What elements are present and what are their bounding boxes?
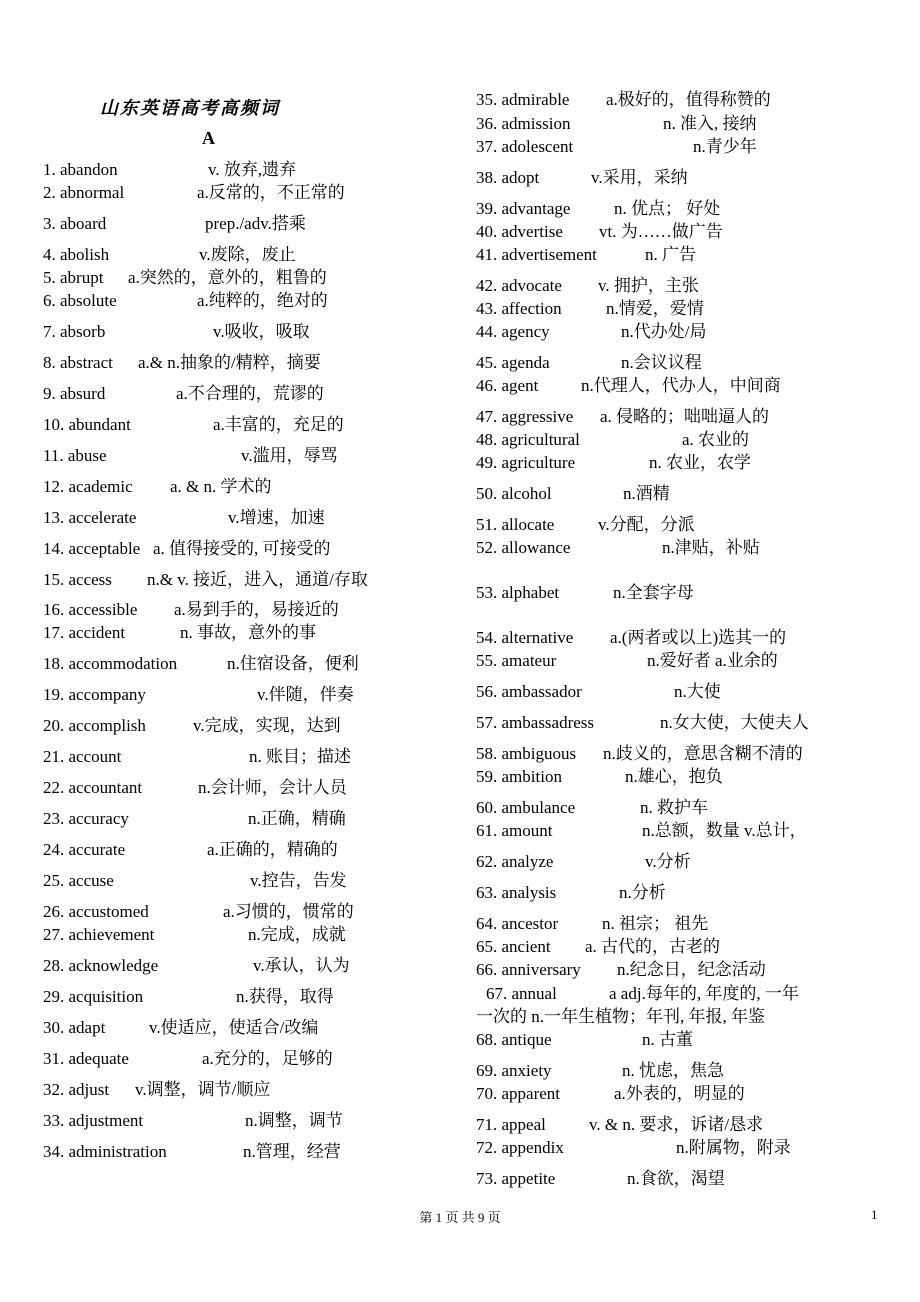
vocab-entry bbox=[43, 925, 346, 945]
vocab-meaning: n.大使 bbox=[674, 682, 721, 701]
vocab-entry bbox=[476, 914, 709, 934]
vocab-meaning: v.使适应，使适合/改编 bbox=[149, 1018, 319, 1037]
vocab-entry bbox=[43, 353, 321, 373]
vocab-meaning: v. 拥护，主张 bbox=[598, 276, 699, 295]
vocab-entry bbox=[43, 539, 331, 559]
vocab-entry bbox=[43, 716, 341, 736]
vocab-entry bbox=[43, 477, 272, 497]
vocab-meaning: v.吸收，吸取 bbox=[213, 322, 310, 341]
vocab-entry bbox=[476, 430, 750, 450]
vocab-entry bbox=[476, 199, 721, 219]
vocab-meaning: a.充分的，足够的 bbox=[202, 1049, 333, 1068]
vocab-entry bbox=[43, 508, 325, 528]
vocab-word: 18. accommodation bbox=[43, 654, 178, 673]
vocab-entry bbox=[476, 1084, 745, 1104]
vocab-meaning: a.(两者或以上)选其一的 bbox=[610, 628, 787, 647]
vocab-meaning: v.废除，废止 bbox=[199, 245, 296, 264]
vocab-entry bbox=[476, 1115, 764, 1135]
vocab-word: 60. ambulance bbox=[476, 798, 576, 817]
vocab-word: 9. absurd bbox=[43, 384, 106, 403]
vocab-entry bbox=[476, 515, 695, 535]
vocab-entry bbox=[43, 291, 328, 311]
vocab-word: 70. apparent bbox=[476, 1084, 561, 1103]
vocab-word: 20. accomplish bbox=[43, 716, 146, 735]
vocab-entry bbox=[43, 322, 310, 342]
vocab-word: 15. access bbox=[43, 570, 112, 589]
vocab-entry bbox=[43, 1018, 319, 1038]
vocab-entry bbox=[476, 245, 696, 265]
vocab-meaning: n. 忧虑，焦急 bbox=[622, 1061, 724, 1080]
vocab-word: 24. accurate bbox=[43, 840, 126, 859]
vocab-meaning: v.分配，分派 bbox=[598, 515, 695, 534]
vocab-word: 62. analyze bbox=[476, 852, 554, 871]
vocab-word: 7. absorb bbox=[43, 322, 106, 341]
vocab-word: 19. accompany bbox=[43, 685, 146, 704]
vocab-entry bbox=[43, 778, 347, 798]
vocab-entry bbox=[476, 628, 787, 648]
vocab-meaning: a.外表的，明显的 bbox=[614, 1084, 745, 1103]
vocab-meaning: n. 优点； 好处 bbox=[614, 199, 721, 218]
vocab-meaning: n. 账目；描述 bbox=[249, 747, 351, 766]
vocab-entry bbox=[43, 570, 368, 590]
vocab-meaning: n.分析 bbox=[619, 883, 666, 902]
vocab-word: 17. accident bbox=[43, 623, 126, 642]
document-title: 山东英语高考高频词 bbox=[100, 98, 280, 119]
vocab-meaning: v.滥用，辱骂 bbox=[241, 446, 338, 465]
vocab-meaning: n.爱好者 a.业余的 bbox=[647, 651, 778, 670]
vocab-word: 57. ambassadress bbox=[476, 713, 595, 732]
vocab-word: 64. ancestor bbox=[476, 914, 559, 933]
vocab-meaning: n.& v. 接近，进入，通道/存取 bbox=[147, 570, 368, 589]
vocab-meaning: n. 事故，意外的事 bbox=[180, 623, 316, 642]
vocab-word: 44. agency bbox=[476, 322, 550, 341]
vocab-word: 67. annual bbox=[486, 984, 557, 1003]
vocab-word: 48. agricultural bbox=[476, 430, 580, 449]
vocab-entry bbox=[476, 168, 688, 188]
vocab-meaning: n.青少年 bbox=[693, 137, 757, 156]
vocab-entry bbox=[43, 1049, 333, 1069]
vocab-entry bbox=[43, 446, 338, 466]
vocab-meaning: n.附属物，附录 bbox=[676, 1138, 791, 1157]
vocab-word: 71. appeal bbox=[476, 1115, 546, 1134]
vocab-word: 30. adapt bbox=[43, 1018, 106, 1037]
vocab-meaning: a.突然的，意外的，粗鲁的 bbox=[128, 268, 327, 287]
vocab-entry bbox=[476, 682, 721, 702]
vocab-word: 45. agenda bbox=[476, 353, 550, 372]
vocab-entry bbox=[43, 1142, 341, 1162]
vocab-entry bbox=[43, 183, 345, 203]
vocab-entry bbox=[43, 987, 334, 1007]
vocab-word: 14. acceptable bbox=[43, 539, 141, 558]
vocab-meaning: a.易到手的，易接近的 bbox=[174, 600, 339, 619]
vocab-meaning: a.不合理的，荒谬的 bbox=[176, 384, 324, 403]
vocab-entry bbox=[43, 809, 346, 829]
vocab-word: 11. abuse bbox=[43, 446, 107, 465]
vocab-word: 8. abstract bbox=[43, 353, 113, 372]
vocab-word: 34. administration bbox=[43, 1142, 167, 1161]
vocab-meaning: n.歧义的，意思含糊不清的 bbox=[603, 744, 803, 763]
vocab-word: 5. abrupt bbox=[43, 268, 104, 287]
vocab-meaning: v.分析 bbox=[645, 852, 691, 871]
vocab-word: 33. adjustment bbox=[43, 1111, 144, 1130]
vocab-entry bbox=[43, 245, 296, 265]
vocab-meaning: a. 值得接受的, 可接受的 bbox=[153, 539, 331, 558]
vocab-meaning: n.正确，精确 bbox=[248, 809, 346, 828]
vocab-entry bbox=[43, 1111, 343, 1131]
vocab-meaning: a.& n.抽象的/精粹，摘要 bbox=[138, 353, 321, 372]
vocab-meaning: n.代理人，代办人，中间商 bbox=[581, 376, 781, 395]
vocab-word: 32. adjust bbox=[43, 1080, 110, 1099]
vocab-entry bbox=[476, 744, 803, 764]
vocab-word: 54. alternative bbox=[476, 628, 574, 647]
vocab-word: 47. aggressive bbox=[476, 407, 574, 426]
vocab-entry bbox=[43, 871, 347, 891]
vocab-word: 28. acknowledge bbox=[43, 956, 159, 975]
vocab-meaning: v.承认，认为 bbox=[253, 956, 350, 975]
vocab-word: 68. antique bbox=[476, 1030, 552, 1049]
vocab-meaning: a.反常的，不正常的 bbox=[197, 183, 345, 202]
section-letter: A bbox=[202, 128, 215, 148]
vocab-entry bbox=[476, 538, 760, 558]
vocab-meaning: n.会计师，会计人员 bbox=[198, 778, 347, 797]
vocab-entry bbox=[43, 415, 344, 435]
vocab-entry bbox=[476, 583, 694, 603]
vocab-entry bbox=[43, 384, 324, 404]
vocab-entry bbox=[476, 960, 766, 980]
vocab-word: 10. abundant bbox=[43, 415, 131, 434]
vocab-entry bbox=[43, 268, 327, 288]
vocab-meaning: n.酒精 bbox=[623, 484, 670, 503]
vocab-entry bbox=[476, 1169, 725, 1189]
vocab-word: 12. academic bbox=[43, 477, 133, 496]
vocab-meaning: n. 古董 bbox=[642, 1030, 693, 1049]
vocab-meaning: a.极好的，值得称赞的 bbox=[606, 90, 771, 109]
vocab-word: 40. advertise bbox=[476, 222, 563, 241]
vocab-meaning: v.调整，调节/顺应 bbox=[135, 1080, 271, 1099]
vocab-word: 61. amount bbox=[476, 821, 553, 840]
vocab-word: 38. adopt bbox=[476, 168, 540, 187]
vocab-meaning: n.雄心，抱负 bbox=[625, 767, 723, 786]
vocab-entry bbox=[476, 852, 691, 872]
vocab-entry bbox=[476, 1030, 693, 1050]
vocab-word: 63. analysis bbox=[476, 883, 557, 902]
vocab-meaning: n.津贴，补贴 bbox=[662, 538, 760, 557]
vocab-word: 13. accelerate bbox=[43, 508, 137, 527]
vocab-entry bbox=[486, 984, 799, 1004]
vocab-word: 23. accuracy bbox=[43, 809, 129, 828]
vocab-entry bbox=[43, 747, 351, 767]
vocab-meaning: n. 祖宗； 祖先 bbox=[602, 914, 709, 933]
vocab-meaning: n.代办处/局 bbox=[621, 322, 707, 341]
page-number: 1 bbox=[871, 1207, 878, 1222]
vocab-entry bbox=[476, 114, 757, 134]
vocab-entry bbox=[476, 1061, 724, 1081]
vocab-meaning: n. 农业，农学 bbox=[649, 453, 751, 472]
vocab-meaning: a. 侵略的；咄咄逼人的 bbox=[600, 407, 770, 426]
vocab-word: 2. abnormal bbox=[43, 183, 125, 202]
vocab-entry bbox=[476, 407, 770, 427]
vocab-entry bbox=[476, 1138, 791, 1158]
vocab-entry bbox=[43, 1080, 271, 1100]
vocab-meaning: v.控告，告发 bbox=[250, 871, 347, 890]
vocab-meaning: v. 放弃,遗弃 bbox=[208, 160, 297, 179]
vocab-meaning: n.纪念日，纪念活动 bbox=[617, 960, 766, 979]
vocab-meaning: n.完成，成就 bbox=[248, 925, 346, 944]
vocab-entry bbox=[476, 651, 778, 671]
vocab-entry bbox=[476, 276, 699, 296]
vocab-meaning: a. & n. 学术的 bbox=[170, 477, 272, 496]
vocab-meaning: prep./adv.搭乘 bbox=[205, 214, 306, 233]
vocab-entry bbox=[476, 137, 757, 157]
vocab-meaning: n.获得，取得 bbox=[236, 987, 334, 1006]
vocab-entry bbox=[476, 353, 702, 373]
vocab-entry bbox=[476, 798, 708, 818]
vocab-word: 65. ancient bbox=[476, 937, 551, 956]
vocab-meaning: vt. 为……做广告 bbox=[599, 222, 723, 241]
vocab-entry bbox=[43, 902, 354, 922]
vocab-meaning: n.女大使，大使夫人 bbox=[660, 713, 809, 732]
vocab-meaning: n. 广告 bbox=[645, 245, 696, 264]
vocab-word: 46. agent bbox=[476, 376, 539, 395]
vocab-meaning: a.纯粹的，绝对的 bbox=[197, 291, 328, 310]
vocab-word: 35. admirable bbox=[476, 90, 570, 109]
vocab-entry bbox=[43, 623, 316, 643]
vocab-entry bbox=[43, 654, 359, 674]
vocab-meaning: 一次的 n.一年生植物；年刊, 年报, 年鉴 bbox=[476, 1007, 765, 1026]
vocab-entry bbox=[476, 821, 807, 841]
vocab-meaning: n.会议议程 bbox=[621, 353, 702, 372]
vocab-word: 43. affection bbox=[476, 299, 562, 318]
vocab-word: 66. anniversary bbox=[476, 960, 581, 979]
vocab-entry bbox=[476, 883, 666, 903]
vocab-entry bbox=[476, 90, 771, 110]
vocab-word: 58. ambiguous bbox=[476, 744, 577, 763]
vocab-word: 73. appetite bbox=[476, 1169, 556, 1188]
vocab-entry bbox=[476, 322, 707, 342]
vocab-entry bbox=[43, 160, 297, 180]
vocab-meaning: n.总额，数量 v.总计， bbox=[642, 821, 807, 840]
vocab-word: 37. adolescent bbox=[476, 137, 574, 156]
vocab-entry bbox=[476, 222, 723, 242]
vocab-entry bbox=[43, 600, 339, 620]
vocab-meaning: a.习惯的，惯常的 bbox=[223, 902, 354, 921]
vocab-word: 53. alphabet bbox=[476, 583, 560, 602]
vocab-entry bbox=[476, 299, 704, 319]
vocab-entry bbox=[476, 713, 809, 733]
vocab-word: 16. accessible bbox=[43, 600, 138, 619]
vocab-meaning: n.全套字母 bbox=[613, 583, 694, 602]
vocab-word: 36. admission bbox=[476, 114, 571, 133]
vocab-entry bbox=[476, 767, 723, 787]
vocab-word: 27. achievement bbox=[43, 925, 155, 944]
vocab-entry bbox=[43, 956, 350, 976]
vocab-word: 72. appendix bbox=[476, 1138, 564, 1157]
page-footer: 第 1 页 共 9 页 bbox=[419, 1210, 501, 1225]
vocab-meaning: n. 救护车 bbox=[640, 798, 708, 817]
vocab-word: 1. abandon bbox=[43, 160, 118, 179]
vocab-entry bbox=[43, 840, 338, 860]
vocab-word: 69. anxiety bbox=[476, 1061, 552, 1080]
vocab-word: 21. account bbox=[43, 747, 122, 766]
vocab-word: 49. agriculture bbox=[476, 453, 576, 472]
vocab-word: 42. advocate bbox=[476, 276, 562, 295]
vocab-entry bbox=[476, 484, 670, 504]
vocab-meaning: a. 农业的 bbox=[682, 430, 750, 449]
vocab-word: 25. accuse bbox=[43, 871, 114, 890]
vocab-word: 26. accustomed bbox=[43, 902, 149, 921]
vocab-word: 50. alcohol bbox=[476, 484, 552, 503]
vocab-meaning: a adj.每年的, 年度的, 一年 bbox=[609, 984, 799, 1003]
vocab-meaning: n.食欲，渴望 bbox=[627, 1169, 725, 1188]
vocab-meaning: n.住宿设备，便利 bbox=[227, 654, 359, 673]
vocab-meaning: n.调整，调节 bbox=[245, 1111, 343, 1130]
vocab-entry bbox=[476, 453, 751, 473]
vocab-word: 59. ambition bbox=[476, 767, 562, 786]
vocab-meaning: a. 古代的，古老的 bbox=[585, 937, 721, 956]
vocab-meaning: n. 准入, 接纳 bbox=[663, 114, 757, 133]
vocab-meaning: v.伴随，伴奏 bbox=[257, 685, 354, 704]
vocab-word: 29. acquisition bbox=[43, 987, 144, 1006]
vocab-word: 31. adequate bbox=[43, 1049, 129, 1068]
vocab-word: 4. abolish bbox=[43, 245, 110, 264]
vocab-word: 56. ambassador bbox=[476, 682, 582, 701]
vocab-meaning: v.完成，实现，达到 bbox=[193, 716, 341, 735]
vocab-meaning: v. & n. 要求，诉诸/恳求 bbox=[589, 1115, 764, 1134]
vocab-meaning: a.正确的，精确的 bbox=[207, 840, 338, 859]
vocab-entry bbox=[43, 685, 354, 705]
vocab-word: 3. aboard bbox=[43, 214, 107, 233]
vocab-entry bbox=[476, 937, 721, 957]
vocab-word: 22. accountant bbox=[43, 778, 143, 797]
vocab-meaning: a.丰富的，充足的 bbox=[213, 415, 344, 434]
vocab-meaning: n.管理，经营 bbox=[243, 1142, 341, 1161]
vocab-word: 41. advertisement bbox=[476, 245, 597, 264]
vocab-word: 55. amateur bbox=[476, 651, 557, 670]
vocab-entry bbox=[476, 376, 781, 396]
vocab-word: 51. allocate bbox=[476, 515, 555, 534]
vocab-word: 39. advantage bbox=[476, 199, 571, 218]
vocab-entry bbox=[43, 214, 306, 234]
vocab-word: 6. absolute bbox=[43, 291, 117, 310]
vocab-meaning: v.增速，加速 bbox=[228, 508, 325, 527]
vocab-word: 52. allowance bbox=[476, 538, 571, 557]
vocab-meaning: n.情爱，爱情 bbox=[606, 299, 704, 318]
vocab-meaning: v.采用，采纳 bbox=[591, 168, 688, 187]
